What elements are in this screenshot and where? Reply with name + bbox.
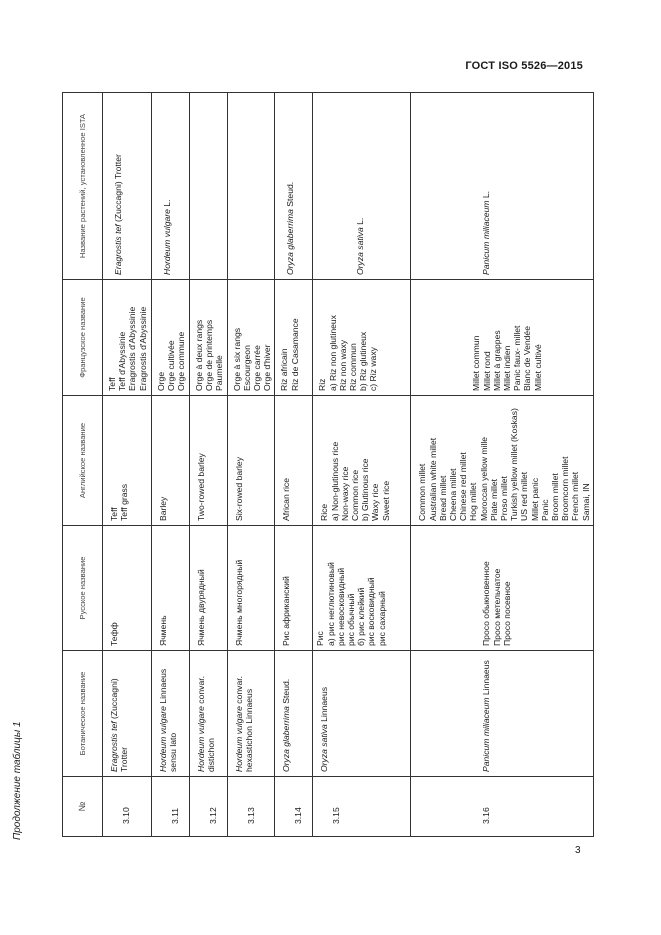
table-row [152,93,190,837]
russian-name: Просо посевное [501,581,512,646]
french-name: Millet à grappes [491,330,502,391]
french-name: Millet cultivé [532,344,543,391]
french-name: Riz de Casamance [289,318,300,391]
latin-name: Hordeum vulgare convar. hexastichon Linnaeus [233,675,254,772]
botanical-name-cell [189,651,227,777]
english-name: US red millet [519,471,530,521]
english-name: Non-waxy rice [339,466,350,521]
english-name-cell [275,396,313,526]
english-name: Panic [539,499,550,521]
french-name: Riz africain [279,348,290,391]
french-name-cell [411,280,593,396]
page-number: 3 [575,845,581,856]
latin-name: Oryza sativa Linnaeus [319,686,330,772]
botanical-name-cell [152,651,190,777]
russian-name: Тефф [109,622,119,646]
latin-name: Hordeum vulgare L. [162,199,172,275]
english-name: Moroccan yellow mille [478,436,489,521]
french-name: Riz [317,378,328,391]
english-name: Samai, IN [580,483,591,521]
ista-name-cell [411,93,593,280]
russian-name-cell [313,526,411,651]
english-name: b) Glutinous rice [360,458,371,521]
french-name: Teff d'Abyssinie [117,331,128,391]
english-name: Turkish yellow millet (Koskas) [509,408,520,521]
french-name: c) Riz waxy [368,347,379,391]
english-name-cell [189,396,227,526]
russian-name: рис невосковидный [335,567,346,646]
english-name: Chinese red millet [458,452,469,521]
latin-name: Oryza glaberrima Steud. [285,181,296,275]
header-english: Английское название [63,396,103,526]
table-row [227,93,275,837]
english-name: Hog millet [468,482,479,521]
latin-name: Panicum miliaceum L. [481,190,492,275]
english-name: Barley [158,496,168,521]
russian-name: Ячмень двурядный [195,569,206,646]
latin-name: Eragrostis tef (Zuccagni) Trotter [109,678,130,772]
english-name: Plate millet [488,478,499,521]
french-name: Orge d'hiver [262,344,273,391]
header-number: № [63,777,103,837]
english-name: Teff [109,507,119,521]
ista-name-cell [152,93,190,280]
french-name: Escourgeon [241,345,252,391]
english-name: French millet [570,471,581,521]
french-name-cell [227,280,275,396]
row-number: 3.10 [103,777,152,837]
french-name: Orge commune [176,331,187,391]
row-number: 3.11 [152,777,190,837]
header-ista: Название растений, установленное ISTA [63,93,103,280]
russian-name: Просо метельчатое [491,568,502,646]
ista-name-cell [313,93,411,280]
table-row [275,93,313,837]
russian-name: Просо обыкновенное [481,561,492,646]
russian-name: Рис [315,631,326,646]
russian-name-cell [411,526,593,651]
english-name-cell [152,396,190,526]
russian-name: рис обычный [346,593,357,646]
french-name: Orge [156,371,166,391]
english-name: Teff grass [119,483,130,521]
table-frame [62,93,591,837]
french-name-cell [275,280,313,396]
english-name: Millet panic [529,478,540,521]
ista-name-cell [275,93,313,280]
russian-name-cell [227,526,275,651]
row-number: 3.13 [227,777,275,837]
botanical-name-cell [411,651,593,777]
english-name: Bread millet [437,475,448,521]
english-name: African rice [281,478,292,521]
table-caption: Продолжение таблицы 1 [12,721,23,840]
french-name: Orge à six rangs [231,327,242,391]
french-name-cell [103,280,152,396]
english-name: Australian white millet [427,437,438,521]
russian-name: б) рис клейкий [356,587,367,646]
russian-name-cell [103,526,152,651]
french-name: Panic faux- millet [512,325,523,391]
botanical-name-cell [275,651,313,777]
latin-name: Hordeum vulgare convar. distichon [195,675,216,772]
french-name: Orge de printemps [203,319,214,391]
latin-name: Oryza sativa L. [355,217,366,275]
russian-name-cell [152,526,190,651]
latin-name: Oryza glaberrima Steud. [281,678,292,772]
french-name: Orge cultivée [166,340,177,391]
english-name: Waxy rice [370,483,381,521]
table-row [189,93,227,837]
french-name: Riz commun [348,343,359,391]
table-header-row [63,93,103,837]
header-russian: Русское название [63,526,103,651]
latin-name: Hordeum vulgare Linnaeus sensu lato [158,668,179,772]
header-botanical: Ботаническое название [63,651,103,777]
french-name: Paumelle [214,355,225,391]
row-number: 3.14 [275,777,313,837]
english-name: Sweet rice [380,480,391,521]
table-row [411,93,593,837]
french-name: Millet rond [481,351,492,391]
russian-name-cell [275,526,313,651]
english-name-cell [411,396,593,526]
english-name: Two-rowed barley [195,453,206,521]
french-name: Millet commun [471,335,482,391]
table-row [313,93,411,837]
french-name: Millet indien [502,345,513,391]
latin-name: Panicum miliaceum Linnaeus [481,660,492,772]
botanical-name-cell [313,651,411,777]
russian-name: рис сахарный [376,591,387,646]
english-name: Proso millet [499,476,510,521]
botanical-name-cell [103,651,152,777]
russian-name: а) рис неглютиновый [325,562,336,646]
russian-name: Рис африканский [281,576,292,646]
table-body [103,93,594,837]
header-french: Французское название [63,280,103,396]
seed-table [62,92,594,837]
latin-name: Eragrostis tef (Zuccagni) Trotter [113,154,123,275]
russian-name-cell [189,526,227,651]
english-name: Broomcorn millet [560,456,571,521]
french-name: b) Riz glutineux [358,331,369,391]
row-number: 3.12 [189,777,227,837]
french-name: Blanc de Vendée [522,326,533,391]
russian-name: Ячмень многорядный [233,559,244,646]
ista-name-cell [189,93,227,280]
french-name: a) Riz non glutineux [327,315,338,391]
french-name-cell [313,280,411,396]
botanical-name-cell [227,651,275,777]
english-name: Cheena millet [448,468,459,521]
french-name-cell [152,280,190,396]
rotated-table-container [62,93,591,837]
english-name: Common rice [350,469,361,521]
ista-name-cell [103,93,152,280]
english-name: a) Non-glutinous rice [329,441,340,521]
english-name: Six-rowed barley [233,457,244,521]
french-name: Eragrostis d'Abyssinie [137,306,148,391]
english-name-cell [313,396,411,526]
english-name-cell [103,396,152,526]
french-name-cell [189,280,227,396]
english-name: Broom millet [550,473,561,521]
row-number: 3.15 [313,777,411,837]
english-name-cell [227,396,275,526]
row-number: 3.16 [411,777,593,837]
standard-header: ГОСТ ISO 5526—2015 [465,60,583,72]
english-name: Common millet [417,463,428,521]
russian-name: Ячмень [158,615,168,646]
french-name: Orge carrée [252,345,263,391]
table-row [103,93,152,837]
french-name: Riz non waxy [337,339,348,391]
french-name: Eragrostis d'Abyssinie [127,306,138,391]
french-name: Orge à deux rangs [193,319,204,391]
russian-name: рис восковидный [366,577,377,646]
french-name: Teff [107,377,117,391]
ista-name-cell [227,93,275,280]
english-name: Rice [319,503,330,521]
